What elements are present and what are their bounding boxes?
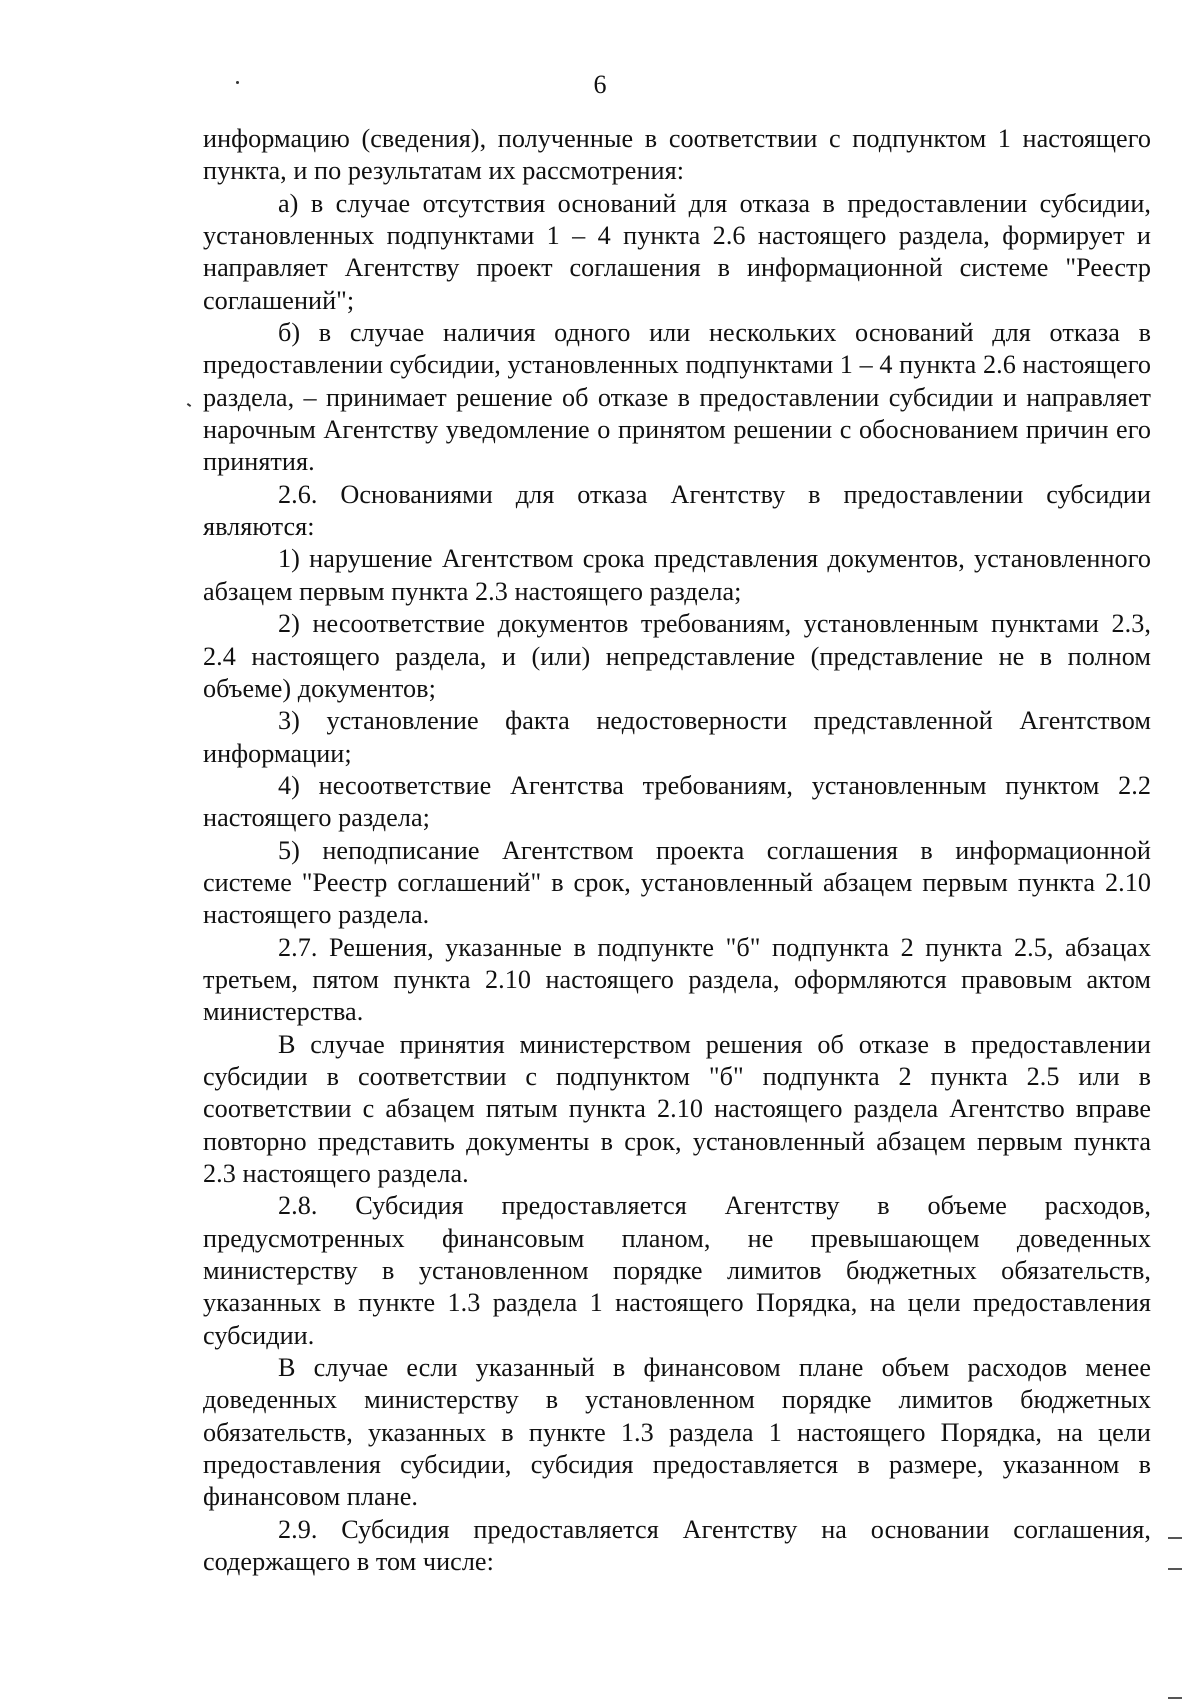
- paragraph: 2.8. Субсидия предоставляется Агентству в объеме расходов, предусмотренных финансовым планом, не превышающем доведенных министерству в установленном порядке лимитов бюджетных обязательств, указанных в пункте 1.3 раздела 1 настоящего Порядка, на цели предоставления субсидии.: [203, 1191, 1151, 1350]
- paragraph: 2.6. Основаниями для отказа Агентству в предоставлении субсидии являются:: [203, 479, 1151, 542]
- document-body: [203, 123, 1151, 1578]
- paragraph: 1) нарушение Агентством срока представления документов, установленного абзацем первым пункта 2.3 настоящего раздела;: [203, 544, 1151, 606]
- paragraph: а) в случае отсутствия оснований для отказа в предоставлении субсидии, установленных подпунктами 1 – 4 пункта 2.6 настоящего раздела, формирует и направляет Агентству проект соглашения в информационной системе "Реестр соглашений";: [203, 188, 1151, 315]
- page-number: 6: [593, 70, 607, 99]
- paragraph: 2.7. Решения, указанные в подпункте "б" подпункта 2 пункта 2.5, абзацах третьем, пятом пункта 2.10 настоящего раздела, оформляются правовым актом министерства.: [203, 932, 1151, 1027]
- scan-mark: [1168, 1568, 1182, 1570]
- paragraph: 2.9. Субсидия предоставляется Агентству на основании соглашения, содержащего в том числе:: [203, 1514, 1151, 1577]
- scan-mark: [1168, 1537, 1182, 1539]
- paragraph: 3) установление факта недостоверности представленной Агентством информации;: [203, 706, 1151, 768]
- paragraph: б) в случае наличия одного или нескольких оснований для отказа в предоставлении субсидии, установленных подпунктами 1 – 4 пункта 2.6 настоящего раздела, – принимает решение об отказе в предоставлении субсидии и направляет нарочным Агентству уведомление о принятом решении с обоснованием причин его принятия.: [203, 318, 1151, 477]
- scan-speck: [187, 403, 191, 407]
- paragraph: 2) несоответствие документов требованиям, установленным пунктами 2.3, 2.4 настоящего раздела, и (или) непредставление (представление не в полном объеме) документов;: [203, 609, 1151, 703]
- paragraph: В случае принятия министерством решения об отказе в предоставлении субсидии в соответствии с подпунктом "б" подпункта 2 пункта 2.5 или в соответствии с абзацем пятым пункта 2.10 настоящего раздела Агентство вправе повторно представить документы в срок, установленный абзацем первым пункта 2.3 настоящего раздела.: [203, 1029, 1151, 1188]
- scan-mark: [1168, 1697, 1182, 1699]
- paragraph: В случае если указанный в финансовом плане объем расходов менее доведенных министерству в установленном порядке лимитов бюджетных обязательств, указанных в пункте 1.3 раздела 1 настоящего Порядка, на цели предоставления субсидии, субсидия предоставляется в размере, указанном в финансовом плане.: [203, 1353, 1151, 1512]
- paragraph: 4) несоответствие Агентства требованиям, установленным пунктом 2.2 настоящего раздела;: [203, 770, 1151, 833]
- paragraph: 5) неподписание Агентством проекта соглашения в информационной системе "Реестр соглашений" в срок, установленный абзацем первым пункта 2.10 настоящего раздела.: [203, 835, 1151, 930]
- paragraph: информацию (сведения), полученные в соответствии с подпунктом 1 настоящего пункта, и по результатам их рассмотрения:: [203, 124, 1151, 186]
